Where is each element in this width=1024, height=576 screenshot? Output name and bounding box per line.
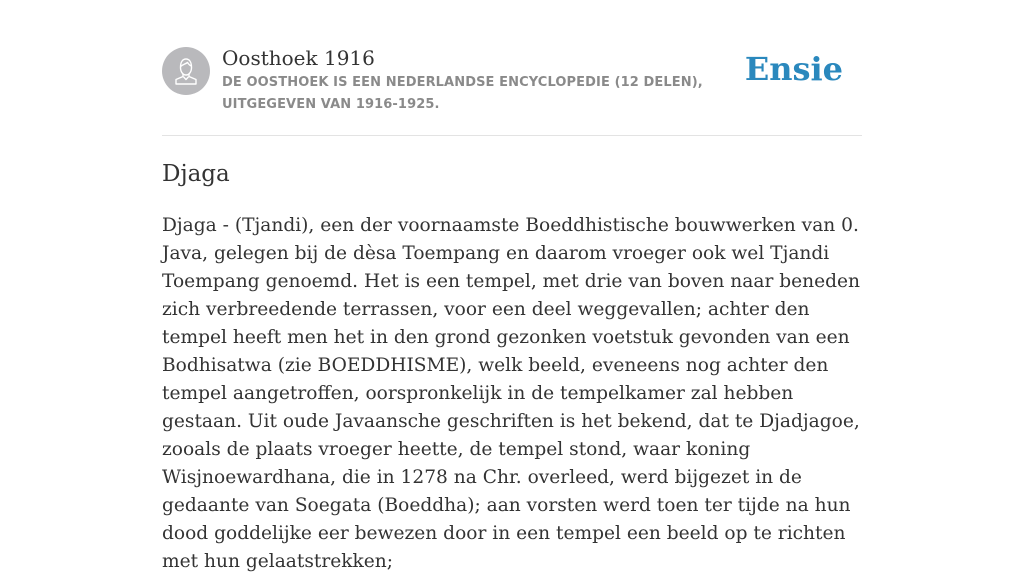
source-description: DE OOSTHOEK IS EEN NEDERLANDSE ENCYCLOPEDIE (12 DELEN), UITGEGEVEN VAN 1916-1925. [222, 75, 703, 112]
source-header [162, 0, 862, 136]
entry-title: Djaga [162, 161, 230, 187]
entry-body: Djaga - (Tjandi), een der voornaamste Boeddhistische bouwwerken van 0. Java, gelegen bij de dèsa Toempang en daarom vroeger ook wel Tjandi Toempang genoemd. Het is een tempel, met drie van boven naar beneden zich verbreedende terrassen, voor een deel weggevallen; achter den tempel heeft men het in den grond gezonken voetstuk gevonden van een Bodhisatwa (zie BOEDDHISME), welk beeld, eveneens nog achter den tempel aangetroffen, oorspronkelijk in de tempelkamer zal hebben gestaan. Uit oude Javaansche geschriften is het bekend, dat te Djadjagoe, zooals de plaats vroeger heette, de tempel stond, waar koning Wisjnoewardhana, die in 1278 na Chr. overleed, werd bijgezet in de gedaante van Soegata (Boeddha); aan vorsten werd toen ter tijde na hun dood goddelijke eer bewezen door in een tempel een beeld op te richten met hun gelaatstrekken; [162, 215, 861, 572]
user-avatar-icon[interactable] [162, 47, 210, 95]
ensie-logo-link[interactable]: Ensie [744, 50, 843, 88]
source-title[interactable]: Oosthoek 1916 [222, 46, 375, 70]
page-container [162, 0, 862, 572]
